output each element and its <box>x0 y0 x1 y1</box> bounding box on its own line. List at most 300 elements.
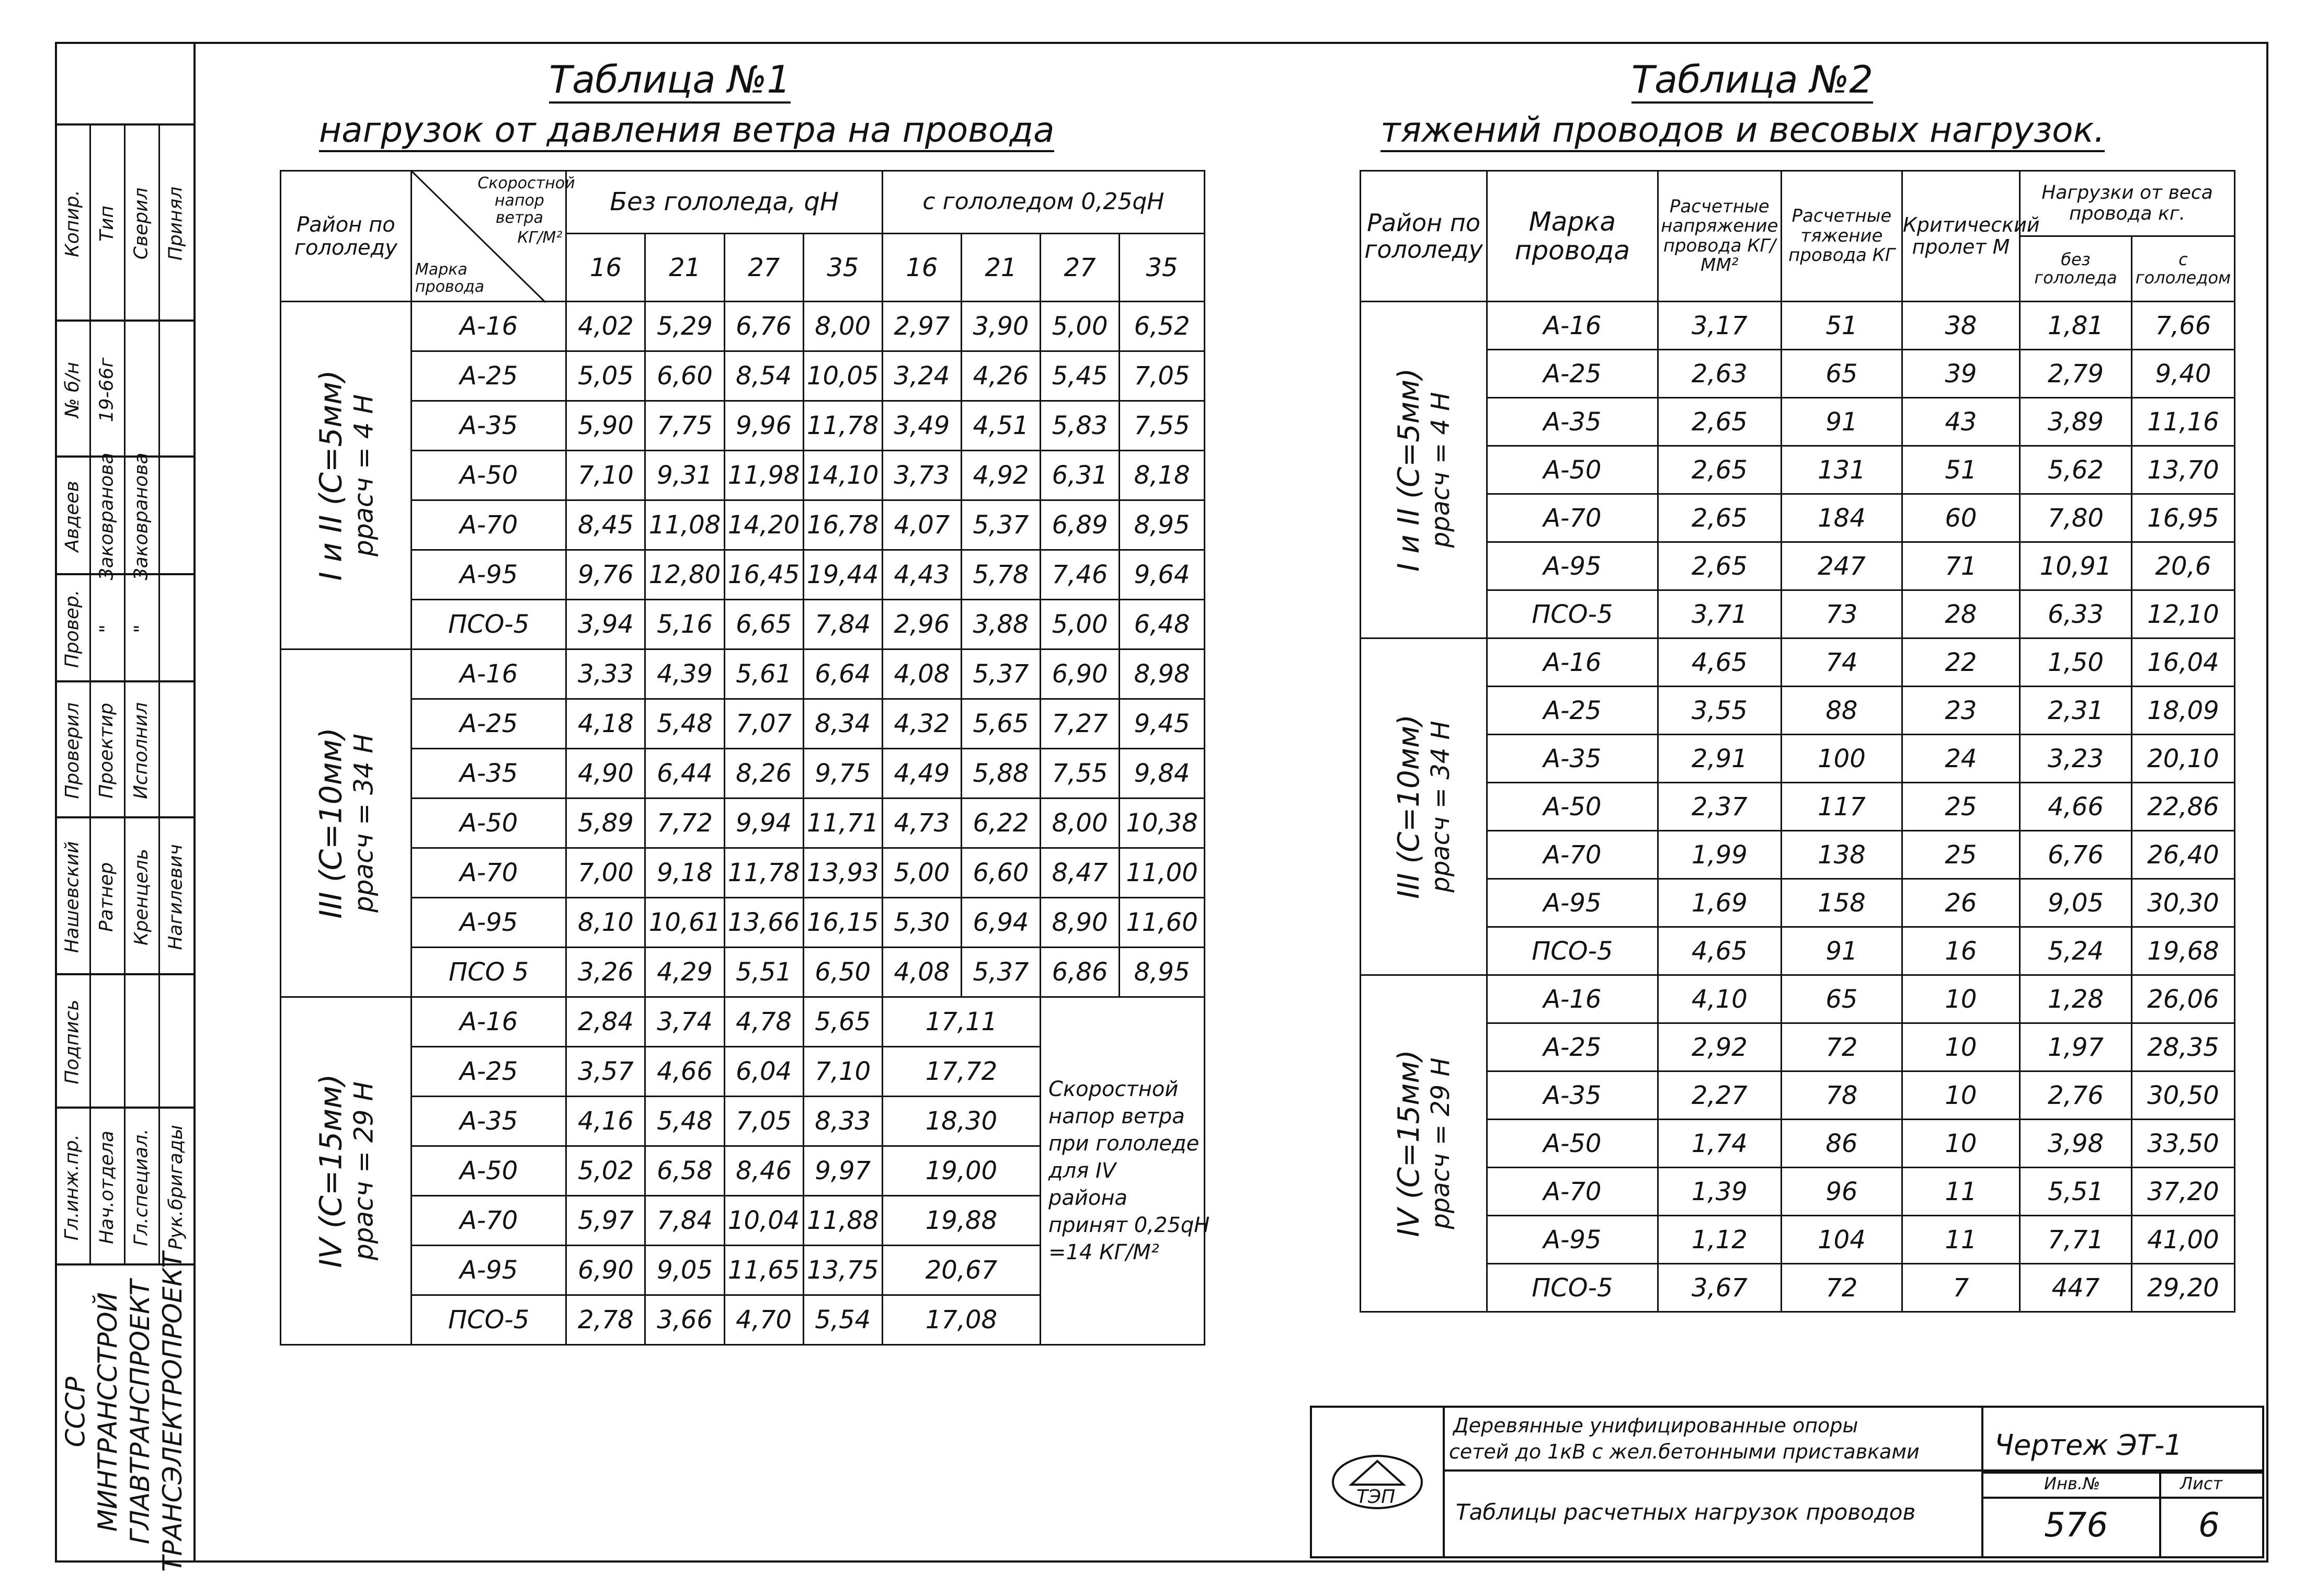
t1-value: 5,48 <box>645 699 724 749</box>
t2-value: 2,65 <box>1658 542 1781 590</box>
t1-wire-mark: ПСО-5 <box>411 600 566 649</box>
t1-value: 6,65 <box>724 600 803 649</box>
t2-wire-mark: А-16 <box>1487 302 1658 350</box>
side-roles-block <box>55 1107 193 1266</box>
t2-wire-mark: А-25 <box>1487 350 1658 398</box>
side-sign-cell <box>55 458 91 575</box>
t2-value: 7 <box>1902 1264 2019 1312</box>
t1-value: 6,89 <box>1041 500 1120 550</box>
t1-value: 7,55 <box>1041 749 1120 799</box>
t1-value: 3,26 <box>566 948 645 997</box>
t2-value: 7,66 <box>2131 302 2234 350</box>
t2-value: 71 <box>1902 542 2019 590</box>
t1-value: 5,83 <box>1041 401 1120 451</box>
t1-value: 8,54 <box>724 351 803 401</box>
t2-value: 72 <box>1782 1023 1902 1071</box>
t2-value: 447 <box>2020 1264 2132 1312</box>
t2-value: 38 <box>1902 302 2019 350</box>
side-sign-cell <box>158 818 193 975</box>
side-sign-cell <box>124 126 160 322</box>
t2-header-tension: Расчетные тяжение провода КГ <box>1782 171 1902 302</box>
t2-region-label <box>1361 639 1487 975</box>
table-row <box>281 898 1205 948</box>
t2-value: 2,65 <box>1658 494 1781 542</box>
t2-value: 11 <box>1902 1216 2019 1264</box>
side-signature-block <box>55 452 193 580</box>
t2-value: 1,28 <box>2020 975 2132 1023</box>
region-name: III (С=10мм) <box>1392 714 1427 899</box>
note-line: для IV <box>1048 1159 1116 1183</box>
t1-value: 4,32 <box>882 699 961 749</box>
t1-value: 7,10 <box>566 451 645 500</box>
t1-value: 4,92 <box>961 451 1040 500</box>
t1-value: 9,96 <box>724 401 803 451</box>
t1-value: 3,33 <box>566 649 645 699</box>
t1-value: 8,10 <box>566 898 645 948</box>
side-org-line <box>156 1252 189 1572</box>
t2-header-region: Район по гололеду <box>1361 171 1487 302</box>
t1-value: 8,34 <box>803 699 882 749</box>
table-row <box>1361 1120 2235 1168</box>
t2-value: 10 <box>1902 1023 2019 1071</box>
t1-value: 9,75 <box>803 749 882 799</box>
t2-wire-mark: ПСО-5 <box>1487 590 1658 639</box>
t2-value: 41,00 <box>2131 1216 2234 1264</box>
t1-value: 6,94 <box>961 898 1040 948</box>
stamp-logo-text: ТЭП <box>1356 1486 1396 1508</box>
t1-value: 10,38 <box>1120 799 1205 848</box>
table-row <box>281 600 1205 649</box>
t1-ice-note <box>1041 997 1210 1345</box>
stamp-logo-box <box>1312 1408 1445 1556</box>
t2-wire-mark: ПСО-5 <box>1487 1264 1658 1312</box>
region-pressure: ррасч = 4 Н <box>1426 392 1456 548</box>
t2-region-text <box>1392 714 1456 899</box>
t2-value: 13,70 <box>2131 446 2234 494</box>
t2-value: 184 <box>1782 494 1902 542</box>
t1-value: 9,05 <box>645 1246 724 1295</box>
t1-value: 4,51 <box>961 401 1040 451</box>
t1-value: 6,60 <box>961 848 1040 898</box>
side-sign-cell <box>89 975 125 1109</box>
t2-value: 91 <box>1782 927 1902 975</box>
side-sign-text: Подпись <box>61 999 83 1085</box>
t2-header-mark: Марка провода <box>1487 171 1658 302</box>
table-row <box>281 550 1205 600</box>
t1-value: 9,31 <box>645 451 724 500</box>
side-sign-text: Проектир <box>96 702 118 799</box>
t1-value: 11,78 <box>724 848 803 898</box>
stamp-inv-label: Инв.№ <box>2044 1474 2101 1494</box>
region-name: III (С=10мм) <box>313 727 349 919</box>
t1-speed-header: 21 <box>961 234 1040 302</box>
t1-value: 4,02 <box>566 302 645 351</box>
t1-value: 8,98 <box>1120 649 1205 699</box>
t1-region-text <box>313 1074 379 1268</box>
t2-value: 1,97 <box>2020 1023 2132 1071</box>
note-line: при гололеде <box>1048 1132 1200 1156</box>
t1-ice-value: 18,30 <box>882 1097 1040 1146</box>
t1-value: 5,48 <box>645 1097 724 1146</box>
side-sign-text: Заковранова <box>130 452 152 580</box>
t2-value: 86 <box>1782 1120 1902 1168</box>
t1-value: 10,04 <box>724 1196 803 1246</box>
table-row <box>1361 831 2235 879</box>
t1-wire-mark: ПСО 5 <box>411 948 566 997</box>
side-sign-cell <box>55 322 91 458</box>
t1-value: 3,94 <box>566 600 645 649</box>
t2-wire-mark: А-95 <box>1487 1216 1658 1264</box>
t1-value: 9,94 <box>724 799 803 848</box>
t2-value: 10 <box>1902 1071 2019 1120</box>
t1-header-with-ice: с гололедом 0,25qН <box>882 171 1204 234</box>
t2-header-stress: Расчетные напряжение провода КГ/ММ² <box>1658 171 1781 302</box>
title-block <box>1310 1406 2264 1558</box>
t1-value: 8,33 <box>803 1097 882 1146</box>
t1-value: 4,08 <box>882 649 961 699</box>
side-sign-text: 19-66г <box>96 357 118 422</box>
t1-value: 4,49 <box>882 749 961 799</box>
t1-wire-mark: ПСО-5 <box>411 1295 566 1345</box>
t1-value: 6,22 <box>961 799 1040 848</box>
table2-subtitle: тяжений проводов и весовых нагрузок. <box>1380 110 2105 152</box>
side-sign-cell <box>158 458 193 575</box>
t1-ice-value: 20,67 <box>882 1246 1040 1295</box>
t1-value: 9,18 <box>645 848 724 898</box>
t1-wire-mark: А-70 <box>411 848 566 898</box>
side-sign-cell <box>124 452 160 580</box>
t1-ice-value: 17,11 <box>882 997 1040 1047</box>
t1-value: 14,10 <box>803 451 882 500</box>
t2-value: 25 <box>1902 783 2019 831</box>
t1-value: 4,16 <box>566 1097 645 1146</box>
t2-wire-mark: ПСО-5 <box>1487 927 1658 975</box>
side-sign-cell <box>158 575 193 682</box>
side-sign-text: " <box>130 624 152 633</box>
side-sign-text: Провер. <box>61 589 83 668</box>
t1-header-diagonal <box>411 171 575 302</box>
t2-value: 26,06 <box>2131 975 2234 1023</box>
table2 <box>1360 170 2235 1313</box>
t1-speed-header: 35 <box>803 234 882 302</box>
t1-value: 3,66 <box>645 1295 724 1345</box>
t2-value: 2,27 <box>1658 1071 1781 1120</box>
stamp-line3: Таблицы расчетных нагрузок проводов <box>1456 1499 1916 1525</box>
t2-value: 30,50 <box>2131 1071 2234 1120</box>
t2-value: 4,65 <box>1658 927 1781 975</box>
t2-value: 3,17 <box>1658 302 1781 350</box>
t1-value: 4,78 <box>724 997 803 1047</box>
t1-speed-header: 16 <box>566 234 645 302</box>
t1-wire-mark: А-16 <box>411 997 566 1047</box>
t2-value: 2,37 <box>1658 783 1781 831</box>
side-sign-text: Тип <box>96 206 118 242</box>
t1-value: 6,64 <box>803 649 882 699</box>
side-org-text: МИНТРАНССТРОЙ <box>93 1292 123 1532</box>
t2-value: 104 <box>1782 1216 1902 1264</box>
t1-wire-mark: А-16 <box>411 649 566 699</box>
t2-wire-mark: А-35 <box>1487 398 1658 446</box>
side-sign-text: Принял <box>165 186 187 261</box>
side-org-line <box>92 1266 124 1558</box>
stamp-line1: Деревянные унифицированные опоры <box>1453 1414 1858 1437</box>
t1-value: 13,66 <box>724 898 803 948</box>
t1-value: 5,65 <box>961 699 1040 749</box>
table-row <box>281 997 1205 1047</box>
t1-ice-value: 17,72 <box>882 1047 1040 1097</box>
t2-value: 28,35 <box>2131 1023 2234 1071</box>
t2-value: 37,20 <box>2131 1168 2234 1216</box>
t2-value: 1,74 <box>1658 1120 1781 1168</box>
t2-wire-mark: А-50 <box>1487 783 1658 831</box>
table-row <box>1361 879 2235 927</box>
t1-value: 5,45 <box>1041 351 1120 401</box>
t2-region-text <box>1392 368 1456 572</box>
side-sign-cell <box>158 322 193 458</box>
t1-speed-header: 27 <box>724 234 803 302</box>
t2-region-label <box>1361 975 1487 1312</box>
t1-value: 7,27 <box>1041 699 1120 749</box>
side-sign-cell <box>89 452 125 580</box>
t1-value: 4,18 <box>566 699 645 749</box>
side-sign-cell <box>124 975 160 1109</box>
t1-value: 5,65 <box>803 997 882 1047</box>
t2-wire-mark: А-95 <box>1487 879 1658 927</box>
t1-value: 2,84 <box>566 997 645 1047</box>
region-name: IV (С=15мм) <box>1392 1050 1427 1237</box>
table-row <box>1361 1023 2235 1071</box>
t2-value: 73 <box>1782 590 1902 639</box>
side-org-line <box>59 1266 92 1558</box>
table-row <box>281 749 1205 799</box>
t1-value: 8,46 <box>724 1146 803 1196</box>
t2-value: 5,62 <box>2020 446 2132 494</box>
table1-subtitle: нагрузок от давления ветра на провода <box>319 110 1054 152</box>
t2-value: 16 <box>1902 927 2019 975</box>
t1-region-text <box>313 727 379 919</box>
t2-value: 7,80 <box>2020 494 2132 542</box>
t1-value: 6,04 <box>724 1047 803 1097</box>
side-sign-cell <box>124 682 160 818</box>
t1-value: 4,08 <box>882 948 961 997</box>
side-sign-cell <box>55 682 91 818</box>
side-sign-text: " <box>96 624 118 633</box>
table-row <box>281 401 1205 451</box>
t1-region-label <box>281 649 412 997</box>
t1-value: 2,78 <box>566 1295 645 1345</box>
t2-value: 3,89 <box>2020 398 2132 446</box>
t1-value: 9,97 <box>803 1146 882 1196</box>
frame-left-line <box>193 42 196 1560</box>
t1-region-label <box>281 997 412 1345</box>
side-sign-cell <box>158 682 193 818</box>
side-sign-text: Копир. <box>61 190 83 257</box>
t1-value: 8,95 <box>1120 948 1205 997</box>
t1-value: 14,20 <box>724 500 803 550</box>
t1-value: 4,73 <box>882 799 961 848</box>
t1-value: 5,00 <box>1041 600 1120 649</box>
t1-speed-header: 27 <box>1041 234 1120 302</box>
t2-value: 23 <box>1902 687 2019 735</box>
t2-value: 3,67 <box>1658 1264 1781 1312</box>
t2-header-weight: Нагрузки от веса провода кг. <box>2020 171 2235 236</box>
t2-value: 100 <box>1782 735 1902 783</box>
side-signature-block <box>55 680 193 818</box>
t2-wire-mark: А-50 <box>1487 1120 1658 1168</box>
t2-value: 138 <box>1782 831 1902 879</box>
table-row <box>281 799 1205 848</box>
t1-wire-mark: А-25 <box>411 699 566 749</box>
t2-value: 2,79 <box>2020 350 2132 398</box>
t1-value: 5,30 <box>882 898 961 948</box>
t1-value: 13,75 <box>803 1246 882 1295</box>
t1-wire-mark: А-50 <box>411 1146 566 1196</box>
t2-value: 4,65 <box>1658 639 1781 687</box>
t2-value: 28 <box>1902 590 2019 639</box>
table-row <box>1361 783 2235 831</box>
t1-value: 5,02 <box>566 1146 645 1196</box>
stamp-inv: 576 <box>2044 1506 2108 1545</box>
table1-title: Таблица №1 <box>549 58 791 104</box>
t1-value: 16,78 <box>803 500 882 550</box>
t2-value: 10 <box>1902 975 2019 1023</box>
t1-value: 4,66 <box>645 1047 724 1097</box>
region-pressure: ррасч = 34 Н <box>1426 721 1456 893</box>
table-row <box>281 351 1205 401</box>
t2-value: 1,39 <box>1658 1168 1781 1216</box>
side-role <box>124 1109 160 1266</box>
t1-value: 7,72 <box>645 799 724 848</box>
note-line: района <box>1048 1186 1128 1210</box>
t1-ice-value: 19,00 <box>882 1146 1040 1196</box>
side-signature-block <box>55 123 193 322</box>
table-row <box>281 699 1205 749</box>
stamp-line2: сетей до 1кВ с жел.бетонными приставками <box>1449 1440 1920 1463</box>
t2-value: 88 <box>1782 687 1902 735</box>
t1-value: 4,26 <box>961 351 1040 401</box>
t1-value: 6,48 <box>1120 600 1205 649</box>
t2-value: 20,6 <box>2131 542 2234 590</box>
t2-value: 30,30 <box>2131 879 2234 927</box>
side-org-text: ГЛАВТРАНСПРОЕКТ <box>125 1279 156 1545</box>
t2-value: 39 <box>1902 350 2019 398</box>
table-row <box>1361 398 2235 446</box>
t2-value: 1,69 <box>1658 879 1781 927</box>
t1-value: 10,61 <box>645 898 724 948</box>
side-sign-cell <box>89 575 125 682</box>
t1-value: 5,37 <box>961 948 1040 997</box>
t2-value: 2,65 <box>1658 446 1781 494</box>
t2-region-label <box>1361 302 1487 639</box>
t1-value: 4,70 <box>724 1295 803 1345</box>
t1-wire-mark: А-95 <box>411 1246 566 1295</box>
side-org-text: СССР <box>60 1376 91 1447</box>
stamp-divider-v <box>1981 1408 1983 1556</box>
side-signature-block <box>55 573 193 682</box>
region-name: I и II (С=5мм) <box>313 370 349 581</box>
table1 <box>280 170 1210 1346</box>
t2-value: 26 <box>1902 879 2019 927</box>
table-row <box>1361 446 2235 494</box>
side-sign-text: Исполнил <box>130 702 152 799</box>
t2-wire-mark: А-50 <box>1487 446 1658 494</box>
side-sign-cell <box>124 575 160 682</box>
side-role-text: Нач.отдела <box>96 1130 118 1244</box>
t1-value: 4,90 <box>566 749 645 799</box>
t2-value: 158 <box>1782 879 1902 927</box>
t1-value: 6,31 <box>1041 451 1120 500</box>
side-sign-cell <box>89 126 125 322</box>
t1-wire-mark: А-50 <box>411 799 566 848</box>
t2-wire-mark: А-25 <box>1487 1023 1658 1071</box>
t1-region-text <box>313 370 379 581</box>
t1-value: 5,61 <box>724 649 803 699</box>
t2-value: 10 <box>1902 1120 2019 1168</box>
t2-value: 3,98 <box>2020 1120 2132 1168</box>
side-signature-block <box>55 816 193 975</box>
t1-ice-value: 17,08 <box>882 1295 1040 1345</box>
note-line: =14 КГ/М² <box>1048 1240 1159 1264</box>
table-row <box>281 649 1205 699</box>
table-row <box>1361 975 2235 1023</box>
t2-value: 12,10 <box>2131 590 2234 639</box>
t2-value: 74 <box>1782 639 1902 687</box>
t2-value: 22,86 <box>2131 783 2234 831</box>
t1-value: 5,97 <box>566 1196 645 1246</box>
t1-value: 8,18 <box>1120 451 1205 500</box>
t1-value: 5,29 <box>645 302 724 351</box>
stamp-sheet: 6 <box>2198 1506 2220 1545</box>
t2-value: 51 <box>1902 446 2019 494</box>
t2-value: 1,99 <box>1658 831 1781 879</box>
t1-value: 6,44 <box>645 749 724 799</box>
side-role <box>158 1109 193 1266</box>
t1-ice-value: 19,88 <box>882 1196 1040 1246</box>
t1-value: 8,95 <box>1120 500 1205 550</box>
table2-title: Таблица №2 <box>1631 58 1873 104</box>
t2-value: 65 <box>1782 350 1902 398</box>
t1-value: 12,80 <box>645 550 724 600</box>
t2-header-span: Критический пролет М <box>1902 171 2019 302</box>
side-sign-cell <box>158 975 193 1109</box>
region-name: IV (С=15мм) <box>313 1074 349 1268</box>
side-sign-cell <box>55 575 91 682</box>
t1-value: 7,05 <box>1120 351 1205 401</box>
t2-wire-mark: А-35 <box>1487 1071 1658 1120</box>
t1-value: 11,00 <box>1120 848 1205 898</box>
t2-value: 60 <box>1902 494 2019 542</box>
region-name: I и II (С=5мм) <box>1392 368 1427 572</box>
t1-value: 8,00 <box>1041 799 1120 848</box>
t1-value: 9,76 <box>566 550 645 600</box>
t1-value: 4,39 <box>645 649 724 699</box>
t2-region-text <box>1392 1050 1456 1237</box>
table-row <box>281 948 1205 997</box>
side-sign-cell <box>89 818 125 975</box>
t2-value: 91 <box>1782 398 1902 446</box>
t2-value: 2,76 <box>2020 1071 2132 1120</box>
stamp-divider-h3 <box>1981 1497 2262 1499</box>
t1-value: 6,60 <box>645 351 724 401</box>
note-line: принят 0,25qН <box>1048 1213 1210 1237</box>
t1-value: 3,74 <box>645 997 724 1047</box>
t2-value: 4,66 <box>2020 783 2132 831</box>
t1-wire-mark: А-25 <box>411 351 566 401</box>
t1-value: 8,00 <box>803 302 882 351</box>
t1-value: 2,96 <box>882 600 961 649</box>
t1-wire-mark: А-50 <box>411 451 566 500</box>
stamp-divider-v2 <box>2159 1472 2161 1556</box>
